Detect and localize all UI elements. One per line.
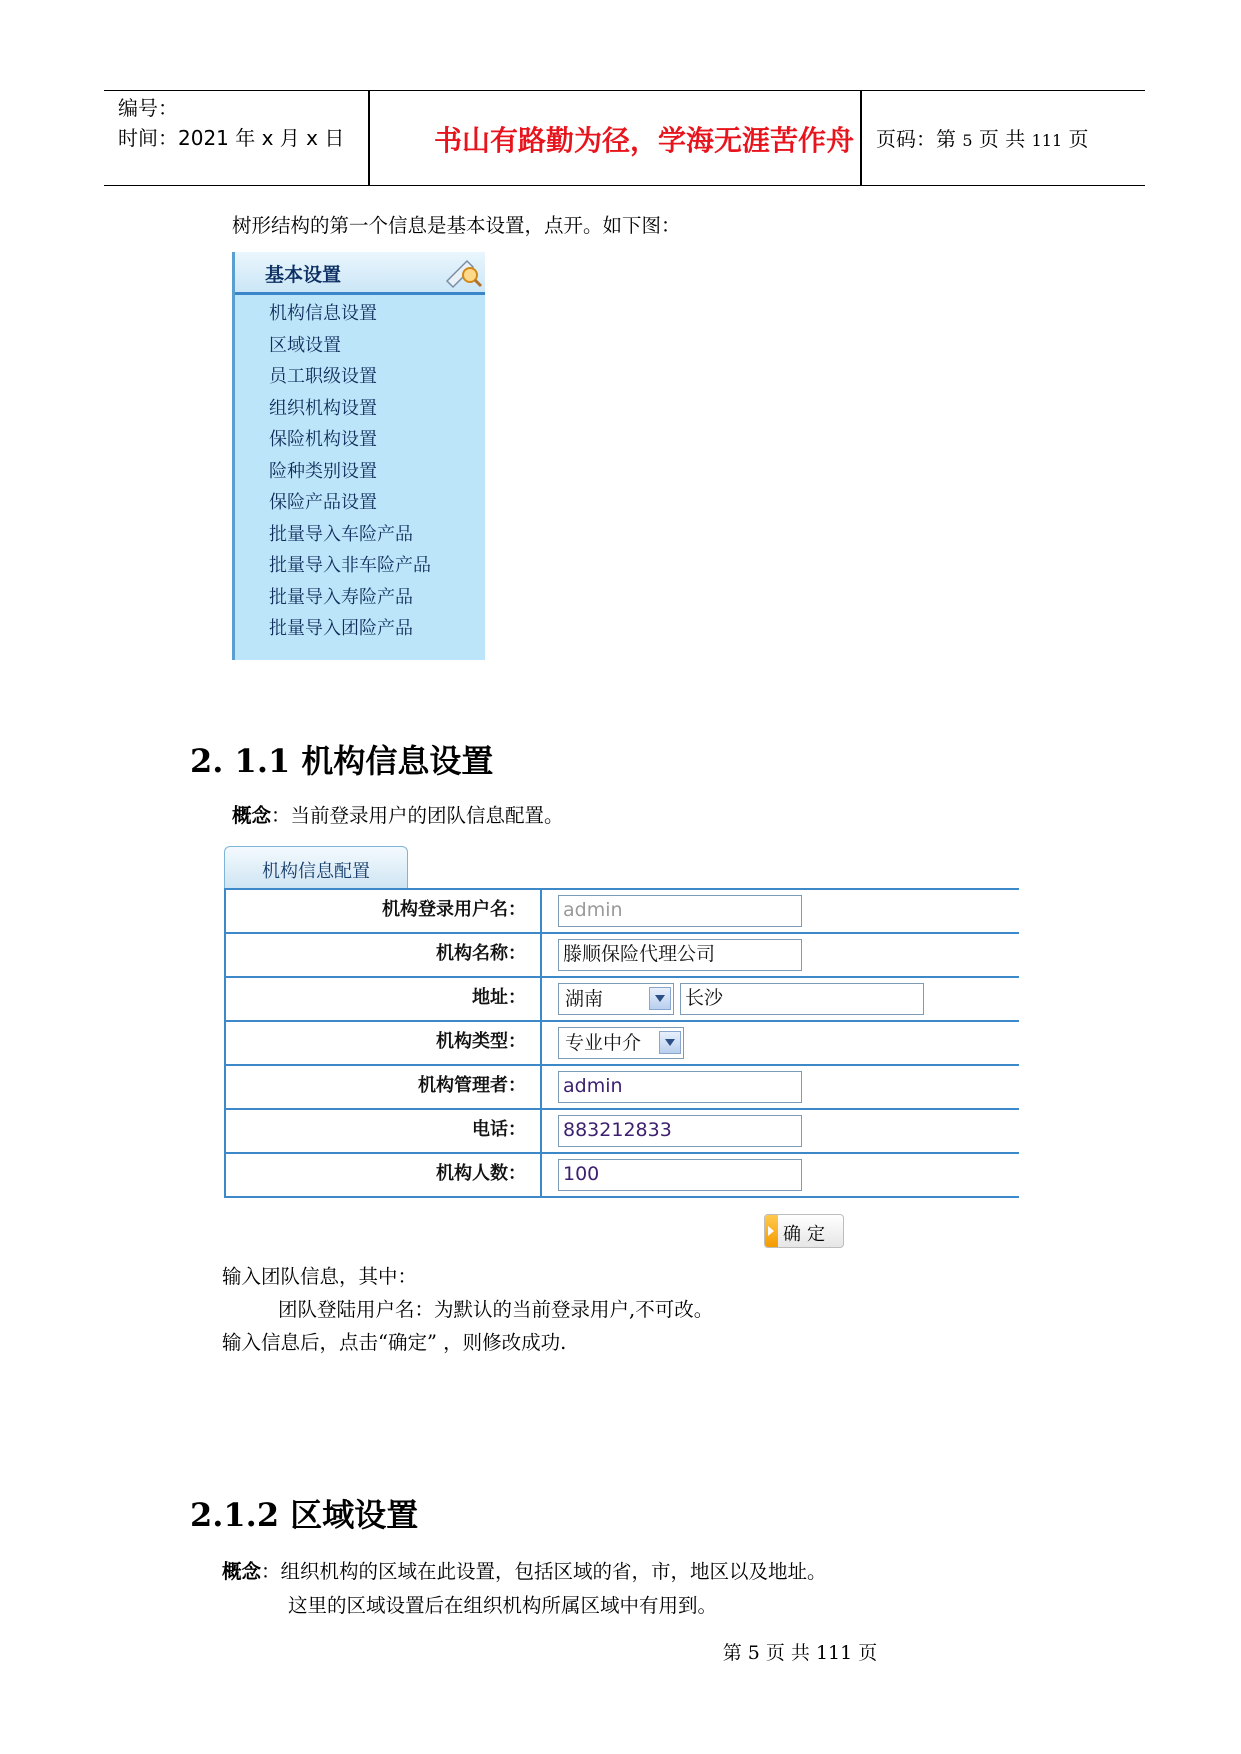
org-type-select[interactable]: [558, 1027, 684, 1059]
menu-title: 基本设置: [265, 264, 342, 286]
header-divider: [368, 91, 370, 185]
page-suffix: 页: [1068, 127, 1089, 151]
concept-region-line2: 这里的区域设置后在组织机构所属区域中有用到。: [288, 1594, 718, 1617]
note-line-3: 输入信息后，点击“确定” ，则修改成功.: [222, 1331, 567, 1354]
tab-label: 机构信息配置: [262, 861, 370, 882]
form-row-address: [224, 978, 1019, 1022]
section-heading-org-info: 2. 1.1 机构信息设置: [190, 742, 494, 780]
form-row-manager: [224, 1066, 1019, 1110]
form-row-name: [224, 934, 1019, 978]
header-motto: 书山有路勤为径，学海无涯苦作舟: [433, 124, 854, 157]
menu-item-insurance-type[interactable]: 险种类别设置: [269, 460, 377, 482]
page-prefix: 页码：第: [876, 127, 956, 151]
header-page-number: [876, 123, 1089, 152]
concept-region: [222, 1556, 827, 1584]
form-row-login: [224, 890, 1019, 934]
intro-text: 树形结构的第一个信息是基本设置，点开。如下图：: [232, 214, 681, 237]
confirm-button-label: 确定: [783, 1224, 831, 1245]
page-total: 111: [1031, 131, 1063, 150]
manager-label: 机构管理者：: [224, 1066, 542, 1108]
org-type-value: 专业中介: [565, 1032, 642, 1054]
menu-item-staff-rank[interactable]: 员工职级设置: [269, 366, 377, 387]
header-number: 编号：: [118, 96, 178, 120]
magnifier-pencil-icon: [443, 255, 483, 289]
concept-label: 概念: [222, 1560, 262, 1583]
manager-field[interactable]: admin: [558, 1071, 802, 1103]
menu-header[interactable]: [235, 252, 485, 295]
note-line-1: 输入团队信息，其中：: [222, 1265, 418, 1288]
menu-item-import-noncar[interactable]: 批量导入非车险产品: [269, 555, 431, 576]
form-row-type: [224, 1022, 1019, 1066]
menu-item-insurer[interactable]: 保险机构设置: [269, 429, 377, 450]
concept-org-info: [232, 800, 564, 828]
menu-item-org-info[interactable]: 机构信息设置: [269, 303, 377, 324]
page-mid: 页 共: [978, 127, 1026, 151]
menu-item-region[interactable]: 区域设置: [269, 334, 341, 356]
province-value: 湖南: [565, 988, 604, 1010]
org-info-form: [224, 888, 1019, 1202]
confirm-button[interactable]: [764, 1214, 844, 1248]
phone-label: 电话：: [224, 1110, 542, 1152]
org-name-field[interactable]: 滕顺保险代理公司: [558, 939, 802, 971]
section-heading-region: 2.1.2 区域设置: [190, 1496, 419, 1534]
login-label: 机构登录用户名：: [224, 890, 542, 932]
concept-label: 概念: [232, 804, 272, 827]
header-meta: [118, 93, 344, 153]
note-line-2: 团队登陆用户名：为默认的当前登录用户,不可改。: [278, 1298, 714, 1321]
menu-item-org-structure[interactable]: 组织机构设置: [269, 397, 377, 419]
header-time: 时间：2021 年 x 月 x 日: [118, 126, 345, 150]
basic-settings-menu: [232, 252, 485, 660]
concept-text: ：当前登录用户的团队信息配置。: [271, 804, 564, 827]
menu-item-product[interactable]: 保险产品设置: [269, 492, 377, 513]
form-row-phone: [224, 1110, 1019, 1154]
count-label: 机构人数：: [224, 1154, 542, 1196]
menu-item-import-group[interactable]: 批量导入团险产品: [269, 618, 413, 639]
province-select[interactable]: [558, 983, 674, 1015]
tab-org-info-config[interactable]: [224, 846, 408, 888]
arrow-right-icon: [765, 1215, 778, 1247]
menu-items: [269, 298, 431, 645]
name-label: 机构名称：: [224, 934, 542, 976]
chevron-down-icon[interactable]: [659, 1031, 681, 1054]
page-footer: 第 5 页 共 111 页: [722, 1642, 878, 1664]
phone-field[interactable]: 883212833: [558, 1115, 802, 1147]
login-field: admin: [558, 895, 802, 927]
menu-item-import-car[interactable]: 批量导入车险产品: [269, 523, 413, 545]
chevron-down-icon[interactable]: [649, 987, 671, 1010]
concept-text: ：组织机构的区域在此设置，包括区域的省，市，地区以及地址。: [261, 1560, 827, 1583]
page-num: 5: [962, 131, 973, 150]
city-field[interactable]: 长沙: [680, 983, 924, 1015]
menu-item-import-life[interactable]: 批量导入寿险产品: [269, 586, 413, 608]
page-header: [104, 90, 1145, 186]
address-label: 地址：: [224, 978, 542, 1020]
form-row-count: [224, 1154, 1019, 1198]
member-count-field[interactable]: 100: [558, 1159, 802, 1191]
type-label: 机构类型：: [224, 1022, 542, 1064]
